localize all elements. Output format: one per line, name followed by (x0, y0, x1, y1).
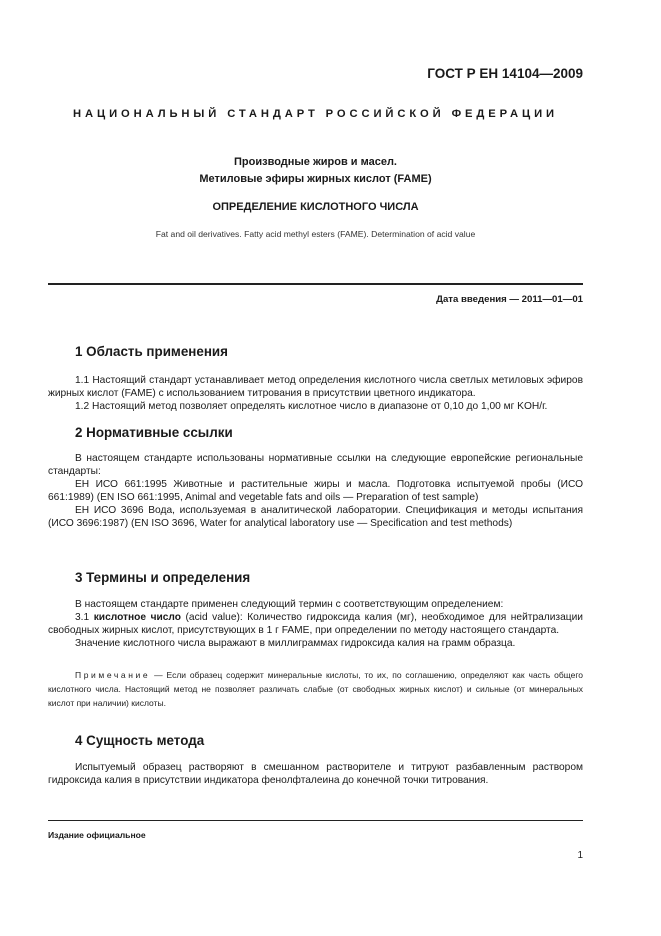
national-standard-heading: НАЦИОНАЛЬНЫЙ СТАНДАРТ РОССИЙСКОЙ ФЕДЕРАЦИИ (73, 108, 558, 120)
introduction-date: Дата введения — 2011—01—01 (436, 294, 583, 305)
gost-number: ГОСТ Р ЕН 14104—2009 (427, 66, 583, 81)
section-1-body (48, 374, 583, 413)
footer-divider (48, 820, 583, 821)
section-3-heading: 3 Термины и определения (75, 570, 251, 585)
section-2-body (48, 452, 583, 530)
document-title: ОПРЕДЕЛЕНИЕ КИСЛОТНОГО ЧИСЛА (212, 201, 419, 213)
section-1-heading: 1 Область применения (75, 344, 228, 359)
section-3-paragraph-3: Значение кислотного числа выражают в миллиграммах гидроксида калия на грамм образца. (75, 638, 516, 649)
note-label: Примечание (75, 670, 151, 680)
term-definition: (acid value): Количество гидроксида калия (мг), необходимое для нейтрализации свободных жирных кислот, присутствующих в 1 г FAME, при определении по методу настоящего стандарта. (48, 612, 583, 636)
note-text: — Если образец содержит минеральные кислоты, то их, по соглашению, определяют как часть общего кислотного числа. Настоящий метод не позволяет различать слабые (от свободных жирных кислот) и сильные (от минеральных кислот при наличии) кислоты. (48, 670, 583, 708)
section-3-term-paragraph (48, 611, 583, 637)
section-3-paragraph-1: В настоящем стандарте применен следующий термин с соответствующим определением: (75, 599, 504, 610)
section-1-paragraph-2: 1.2 Настоящий метод позволяет определять кислотное число в диапазоне от 0,10 до 1,00 мг KOH/г. (75, 401, 548, 412)
section-3-body (48, 598, 583, 650)
section-2-paragraph-2: ЕН ИСО 661:1995 Животные и растительные жиры и масла. Подготовка испытуемой пробы (ИСО 661:1989) (EN ISO 661:1995, Animal and vegetable fats and oils — Preparation of test sample) (48, 479, 583, 503)
title-line-2: Метиловые эфиры жирных кислот (FAME) (199, 173, 432, 185)
term-number: 3.1 (75, 612, 90, 623)
official-edition-label: Издание официальное (48, 830, 146, 840)
title-divider (48, 283, 583, 285)
term-acid-value: кислотное число (93, 612, 181, 623)
section-2-heading: 2 Нормативные ссылки (75, 425, 233, 440)
section-4-paragraph-1: Испытуемый образец растворяют в смешанном растворителе и титруют разбавленным раствором гидроксида калия в присутствии индикатора фенолфталеина до конечной точки титрования. (48, 762, 583, 786)
section-4-body (48, 761, 583, 787)
section-4-heading: 4 Сущность метода (75, 733, 205, 748)
title-line-1: Производные жиров и масел. (234, 156, 397, 168)
page-number: 1 (577, 850, 583, 861)
section-3-note (48, 668, 583, 710)
english-title: Fat and oil derivatives. Fatty acid methyl esters (FAME). Determination of acid value (155, 229, 476, 239)
section-2-paragraph-1: В настоящем стандарте использованы нормативные ссылки на следующие европейские региональные стандарты: (48, 453, 583, 477)
section-1-paragraph-1: 1.1 Настоящий стандарт устанавливает метод определения кислотного числа светлых метиловых эфиров жирных кислот (FAME) с использованием титрования в присутствии цветного индикатора. (48, 375, 583, 399)
section-2-paragraph-3: ЕН ИСО 3696 Вода, используемая в аналитической лаборатории. Спецификация и методы испытания (ИСО 3696:1987) (EN ISO 3696, Water for analytical laboratory use — Specification and test methods) (48, 505, 583, 529)
